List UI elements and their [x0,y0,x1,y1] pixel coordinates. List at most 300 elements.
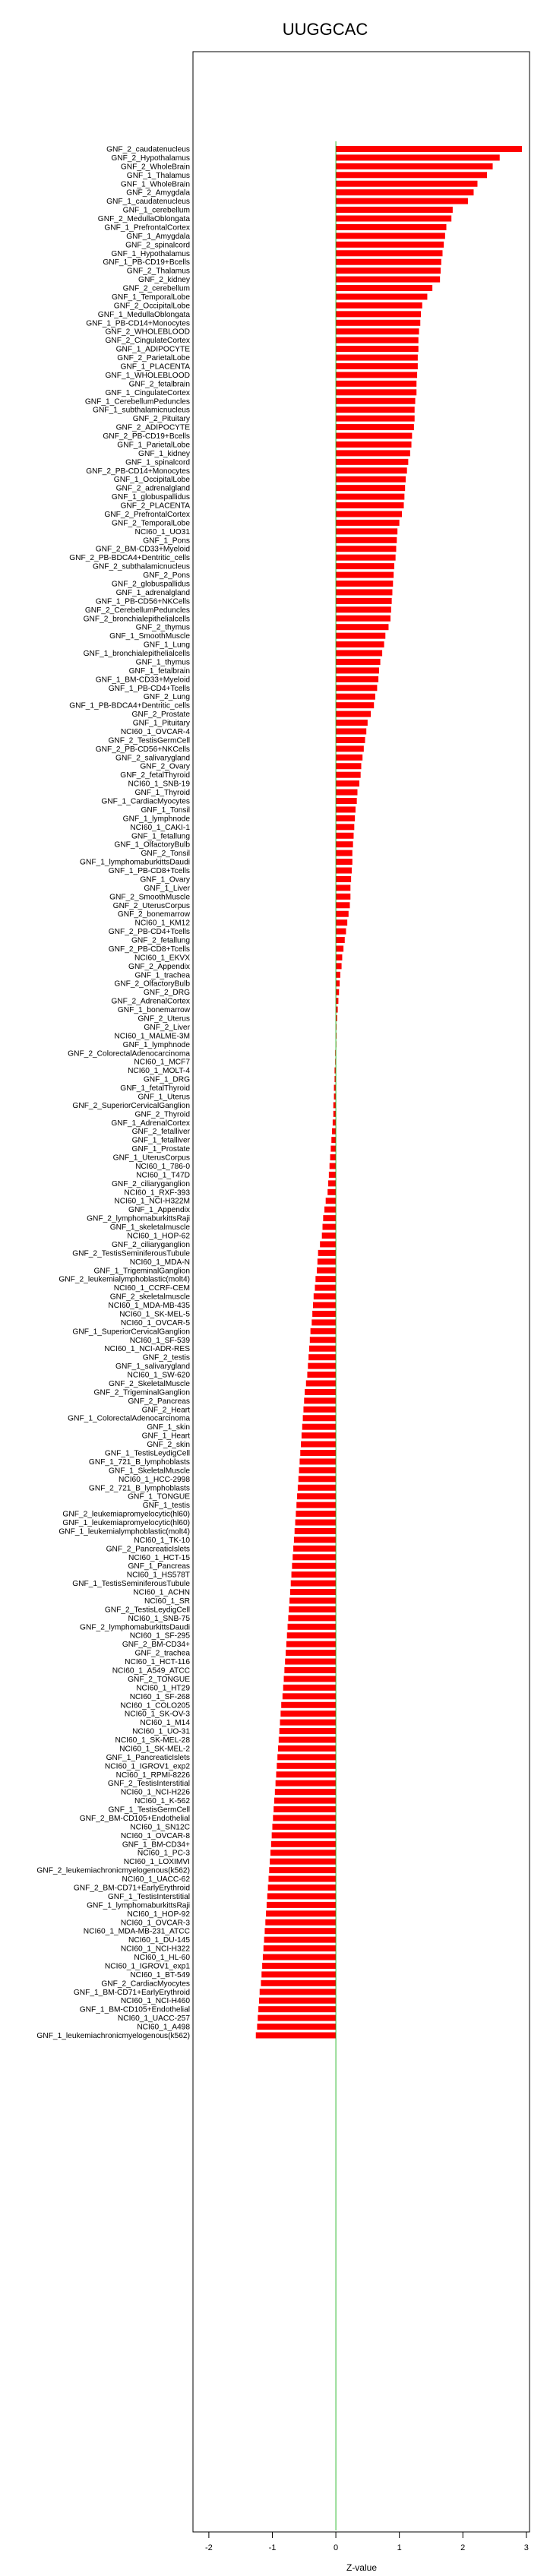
category-label: GNF_2_bonemarrow [117,910,190,919]
category-label: GNF_2_WholeBrain [120,163,190,172]
bar-134 [312,1311,336,1317]
bar-56 [336,633,385,639]
bar-55 [336,624,388,630]
bar-59 [336,659,381,665]
category-label: GNF_1_Heart [141,1432,190,1441]
category-label: NCI60_1_SK-OV-3 [124,1710,190,1719]
bar-165 [291,1581,336,1587]
bar-96 [336,980,340,986]
category-label: GNF_1_PB-CD8+Tcells [108,867,190,876]
bar-68 [336,737,365,743]
bar-201 [267,1893,336,1899]
category-label: GNF_2_PancreaticIslets [106,1545,190,1554]
category-label: GNF_1_Tonsil [141,805,190,815]
category-label: NCI60_1_DU-145 [128,1936,190,1945]
category-label: GNF_2_CerebellumPeduncles [84,606,190,615]
bar-124 [323,1224,337,1230]
category-label: NCI60_1_SW-620 [127,1371,190,1380]
bar-23 [336,346,419,352]
bar-193 [272,1824,336,1830]
bar-71 [336,763,361,769]
bar-192 [273,1815,336,1821]
category-label: GNF_1_lymphomaburkittsDaudi [80,858,190,867]
bar-212 [260,1989,336,1995]
bar-163 [292,1563,336,1569]
bar-79 [336,833,353,839]
category-label: NCI60_1_HL-60 [134,1954,190,1963]
bar-41 [336,502,403,508]
bar-81 [336,850,353,856]
bar-5 [336,189,473,195]
category-label: NCI60_1_NCI-H322M [114,1197,190,1206]
category-label: NCI60_1_NCI-H226 [120,1788,190,1797]
category-label: GNF_1_ParietalLobe [117,441,190,450]
category-label: NCI60_1_OVCAR-4 [120,727,190,736]
category-label: GNF_1_SuperiorCervicalGanglion [72,1328,190,1337]
category-label: GNF_1_PB-CD4+Tcells [108,684,190,693]
bar-156 [296,1502,336,1508]
bar-64 [336,702,374,708]
bar-113 [332,1128,336,1135]
category-label: NCI60_1_MDA-MB-231_ATCC [83,1927,190,1936]
x-tick-label: -2 [205,2543,213,2552]
bar-170 [288,1624,337,1630]
category-label: GNF_1_SmoothMuscle [109,632,190,641]
chart-title: UUGGCAC [282,20,368,39]
bar-167 [289,1597,336,1603]
category-label: GNF_1_TemporalLobe [111,293,190,302]
category-label: GNF_2_fetallung [131,936,190,945]
category-label: GNF_1_fetalThyroid [120,1084,190,1093]
category-label: NCI60_1_SF-539 [129,1336,190,1345]
category-label: GNF_1_adrenalgland [115,588,190,597]
bar-121 [326,1198,336,1204]
bar-53 [336,606,391,612]
bar-214 [258,2006,336,2012]
category-label: GNF_2_PrefrontalCortex [104,510,190,519]
bar-75 [336,798,357,804]
bar-83 [336,868,352,874]
category-label: GNF_2_PB-BDCA4+Dentritic_cells [69,554,190,563]
category-label: NCI60_1_HOP-92 [127,1910,190,1919]
bar-91 [336,937,345,943]
bar-95 [336,972,340,978]
category-label: GNF_2_Appendix [128,962,190,971]
category-label: GNF_1_CerebellumPeduncles [84,397,190,407]
bar-38 [336,476,406,483]
category-label: NCI60_1_HS578T [126,1571,190,1580]
category-label: GNF_2_testis [142,1353,190,1362]
bar-143 [305,1389,336,1395]
category-label: GNF_2_TestisInterstitial [107,1780,190,1789]
category-label: GNF_2_SmoothMuscle [109,893,190,902]
category-label: GNF_1_fetallung [131,832,190,841]
bar-141 [307,1372,336,1378]
category-label: GNF_1_PLACENTA [120,362,190,372]
category-label: NCI60_1_MDA-N [129,1258,190,1267]
bar-216 [257,2024,336,2030]
category-label: NCI60_1_SK-MEL-2 [119,1745,190,1754]
category-label: GNF_2_trachea [134,1649,190,1658]
bar-155 [297,1493,336,1499]
category-label: GNF_1_leukemiachronicmyelogenous(k562) [36,2031,190,2040]
bar-62 [336,685,377,691]
category-label: GNF_1_Liver [144,884,190,893]
category-label: GNF_2_PB-CD4+Tcells [108,928,190,937]
category-label: GNF_2_PLACENTA [120,502,190,511]
bar-186 [277,1763,336,1769]
bar-118 [329,1172,336,1178]
category-label: NCI60_1_HCC-2998 [118,1475,190,1484]
bar-112 [333,1119,336,1125]
category-label: GNF_1_CingulateCortex [105,388,190,397]
bar-17 [336,293,427,299]
category-label: GNF_1_cerebellum [122,206,190,215]
category-label: GNF_2_leukemiapromyelocytic(hl60) [62,1510,190,1519]
category-label: GNF_2_ColorectalAdenocarcinoma [68,1049,190,1059]
category-label: GNF_2_SuperiorCervicalGanglion [72,1101,190,1110]
bar-204 [265,1919,336,1926]
bar-26 [336,372,417,378]
bar-80 [336,841,353,847]
bar-77 [336,815,355,821]
bar-133 [313,1302,336,1309]
category-label: NCI60_1_COLO205 [120,1701,190,1710]
category-label: GNF_1_fetalliver [131,1136,190,1145]
bar-3 [336,172,487,178]
category-label: NCI60_1_MOLT-4 [128,1067,190,1076]
bar-69 [336,745,364,752]
bar-48 [336,563,394,569]
category-label: GNF_1_Uterus [138,1093,190,1102]
bar-65 [336,711,371,717]
category-label: GNF_1_caudatenucleus [106,198,190,207]
category-label: GNF_1_Hypothalamus [111,249,190,258]
category-label: NCI60_1_A498 [137,2023,190,2032]
category-label: GNF_1_BM-CD33+Myeloid [95,676,190,685]
bar-131 [315,1285,336,1291]
bar-35 [336,450,410,456]
bar-29 [336,398,415,404]
bar-45 [336,537,397,543]
bar-60 [336,667,379,673]
category-label: NCI60_1_A549_ATCC [112,1666,190,1676]
category-label: GNF_2_BM-CD105+Endothelial [79,1814,190,1823]
category-label: GNF_2_UterusCorpus [112,901,190,910]
category-label: GNF_1_ADIPOCYTE [115,345,190,354]
bar-136 [311,1328,336,1334]
bar-185 [277,1754,336,1760]
bar-159 [295,1528,336,1534]
bar-42 [336,511,402,517]
category-label: NCI60_1_MCF7 [134,1058,190,1067]
category-label: GNF_1_PrefrontalCortex [104,223,190,233]
bar-145 [303,1407,336,1413]
category-label: GNF_2_Pituitary [132,415,190,424]
bar-196 [270,1850,336,1856]
category-label: GNF_1_lymphnode [122,1040,190,1049]
category-label: GNF_1_salivarygland [115,1362,190,1372]
category-label: GNF_1_PancreaticIslets [106,1753,190,1762]
category-label: GNF_2_PB-CD8+Tcells [108,945,190,954]
category-label: GNF_2_WHOLEBLOOD [105,328,190,337]
category-label: NCI60_1_SR [144,1597,190,1606]
x-tick-label: 2 [460,2543,466,2552]
category-label: NCI60_1_OVCAR-8 [120,1831,190,1840]
category-label: NCI60_1_HOP-62 [127,1232,190,1241]
category-label: NCI60_1_NCI-H460 [120,1997,190,2006]
bar-189 [275,1789,336,1795]
category-label: GNF_2_cerebellum [122,284,190,293]
bar-140 [308,1363,336,1369]
bar-172 [286,1641,336,1647]
category-label: NCI60_1_SF-268 [129,1692,190,1701]
category-label: NCI60_1_SF-295 [129,1631,190,1641]
bar-178 [283,1693,336,1699]
bar-116 [330,1154,337,1160]
bar-211 [261,1980,336,1986]
bar-87 [336,902,349,908]
bar-16 [336,285,432,291]
category-label: NCI60_1_SK-MEL-28 [115,1736,190,1745]
category-label: GNF_1_Lung [143,641,190,650]
bar-70 [336,755,362,761]
category-label: GNF_2_fetalbrain [128,380,190,389]
category-label: NCI60_1_RPMI-8226 [115,1771,190,1780]
bar-128 [318,1258,336,1264]
bar-197 [270,1859,336,1865]
bar-114 [331,1137,336,1143]
category-label: GNF_2_MedullaOblongata [97,215,190,224]
bar-120 [327,1189,336,1195]
bar-126 [320,1241,336,1247]
bar-125 [322,1233,336,1239]
bar-8 [336,216,451,222]
bar-203 [266,1910,336,1916]
category-label: NCI60_1_CAKI-1 [130,823,190,832]
bar-180 [280,1710,336,1717]
category-label: GNF_2_thymus [135,623,190,632]
category-label: GNF_1_WHOLEBLOOD [105,371,190,380]
category-label: GNF_2_SkeletalMuscle [108,1379,190,1388]
category-label: GNF_2_Ovary [140,762,190,771]
category-label: NCI60_1_IGROV1_exp1 [104,1962,190,1971]
category-label: GNF_1_TestisGermCell [108,1805,190,1815]
category-label: GNF_1_skin [147,1423,190,1432]
bar-166 [290,1589,336,1595]
bar-82 [336,859,353,865]
bar-169 [288,1615,336,1621]
bar-137 [310,1337,336,1343]
category-label: GNF_1_trachea [134,971,190,980]
category-label: GNF_1_PB-CD56+NKCells [95,597,190,606]
category-label: NCI60_1_SN12C [130,1823,190,1832]
bar-152 [299,1467,336,1473]
category-label: NCI60_1_HT29 [136,1684,190,1693]
x-tick-label: -1 [268,2543,277,2552]
category-label: GNF_2_Uterus [138,1014,190,1024]
bar-160 [294,1536,336,1543]
category-label: GNF_2_lymphomaburkittsDaudi [80,1623,190,1632]
bar-18 [336,302,422,309]
category-label: GNF_1_skeletalmuscle [109,1223,190,1233]
category-label: GNF_2_OccipitalLobe [113,302,190,311]
bar-200 [268,1885,336,1891]
category-label: GNF_2_caudatenucleus [106,145,190,154]
bar-31 [336,416,415,422]
bar-162 [292,1554,336,1560]
category-label: GNF_1_BM-CD34+ [122,1840,190,1850]
category-label: GNF_1_Amygdala [126,232,190,241]
category-label: GNF_2_TONGUE [128,1675,190,1684]
bar-20 [336,320,420,326]
bar-177 [283,1685,336,1691]
bar-138 [309,1346,336,1352]
bar-190 [274,1798,336,1804]
category-label: GNF_2_fetalliver [131,1128,190,1137]
category-label: NCI60_1_MDA-MB-435 [108,1302,190,1311]
bar-11 [336,242,444,248]
category-label: GNF_2_TestisSeminiferousTubule [72,1249,190,1258]
category-label: GNF_1_PB-CD14+Monocytes [86,319,190,328]
bar-49 [336,572,394,578]
category-label: GNF_1_subthalamicnucleus [93,406,190,415]
bar-72 [336,772,361,778]
bar-209 [262,1963,336,1969]
category-label: NCI60_1_PC-3 [137,1849,190,1858]
category-label: GNF_1_CardiacMyocytes [101,797,190,806]
bar-86 [336,894,350,900]
category-label: GNF_2_CardiacMyocytes [101,1979,190,1989]
bar-175 [284,1667,336,1673]
category-label: GNF_1_TestisInterstitial [107,1892,190,1901]
category-label: GNF_2_salivarygland [115,754,190,763]
category-label: GNF_1_BM-CD105+Endothelial [79,2005,190,2014]
category-label: GNF_2_DRG [143,989,190,998]
bar-93 [336,954,342,960]
category-label: GNF_2_bronchialepithelialcells [83,615,190,624]
category-label: GNF_2_spinalcord [125,241,190,250]
bar-132 [314,1293,336,1299]
category-label: NCI60_1_NCI-H322 [120,1945,190,1954]
bar-25 [336,363,418,369]
bar-110 [334,1102,336,1108]
category-label: GNF_1_Pituitary [132,719,190,728]
bar-195 [271,1841,336,1847]
bar-32 [336,424,414,430]
category-label: NCI60_1_TK-10 [134,1536,190,1545]
bar-194 [272,1832,336,1838]
bar-13 [336,259,441,265]
bar-176 [284,1676,337,1682]
bar-40 [336,494,404,500]
bar-147 [302,1424,336,1430]
bar-97 [336,989,339,995]
bar-37 [336,467,407,473]
category-label: GNF_2_ParietalLobe [117,354,190,363]
bar-78 [336,824,354,830]
bar-181 [280,1720,337,1726]
bar-202 [267,1902,336,1908]
category-label: NCI60_1_BT-549 [130,1970,190,1979]
category-label: GNF_1_BM-CD71+EarlyErythroid [73,1988,190,1997]
bar-15 [336,277,440,283]
bar-19 [336,311,421,317]
bar-58 [336,650,382,657]
category-label: NCI60_1_SNB-75 [128,1614,190,1623]
bar-1 [336,154,500,160]
category-label: GNF_2_skeletalmuscle [109,1293,190,1302]
bar-150 [300,1450,336,1456]
bar-129 [317,1267,336,1274]
category-label: GNF_2_BM-CD71+EarlyErythroid [73,1884,190,1893]
bar-28 [336,389,416,395]
bar-67 [336,728,366,734]
category-label: NCI60_1_NCI-ADR-RES [104,1345,190,1354]
bar-34 [336,441,411,448]
category-label: NCI60_1_UO-31 [132,1727,190,1736]
bar-10 [336,233,445,239]
bar-168 [289,1606,336,1612]
bar-43 [336,520,400,526]
category-label: GNF_1_globuspallidus [111,493,190,502]
category-label: GNF_1_Pons [143,536,190,546]
bar-21 [336,328,419,334]
category-label: GNF_1_SkeletalMuscle [108,1467,190,1476]
category-label: GNF_1_Prostate [131,1145,190,1154]
category-label: GNF_2_leukemiachronicmyelogenous(k562) [36,1866,190,1875]
bar-179 [281,1702,336,1708]
bar-47 [336,555,396,561]
bar-52 [336,598,392,604]
bar-74 [336,790,357,796]
category-label: GNF_1_TestisLeydigCell [104,1449,190,1458]
category-label: GNF_1_WholeBrain [120,180,190,189]
category-label: GNF_1_OlfactoryBulb [114,840,190,850]
bar-14 [336,267,441,274]
bar-205 [264,1928,336,1934]
bar-94 [336,963,342,969]
bar-191 [274,1806,336,1812]
category-label: GNF_1_thymus [135,658,190,667]
category-label: GNF_1_lymphnode [122,815,190,824]
category-label: GNF_2_OlfactoryBulb [114,979,190,989]
category-label: GNF_2_fetalThyroid [120,771,190,780]
bar-164 [292,1571,337,1578]
bar-154 [298,1485,336,1491]
bar-182 [280,1728,336,1734]
bar-30 [336,407,415,413]
bar-142 [306,1380,336,1386]
category-label: GNF_2_Pons [143,571,190,581]
category-label: GNF_2_Thalamus [126,267,190,276]
category-label: NCI60_1_K-562 [134,1797,190,1806]
category-label: GNF_2_TrigeminalGanglion [93,1388,190,1397]
category-label: NCI60_1_RXF-393 [124,1188,190,1198]
bar-144 [304,1397,336,1404]
category-label: GNF_1_spinalcord [125,458,190,467]
bar-161 [293,1546,336,1552]
bar-173 [286,1650,336,1656]
category-label: GNF_1_MedullaOblongata [97,310,190,319]
bar-85 [336,885,350,891]
category-label: GNF_2_TestisGermCell [108,736,190,745]
bar-123 [323,1215,336,1221]
bar-184 [278,1745,336,1752]
bar-206 [264,1937,336,1943]
category-label: GNF_2_BM-CD34+ [122,1641,190,1650]
bar-208 [263,1954,336,1960]
